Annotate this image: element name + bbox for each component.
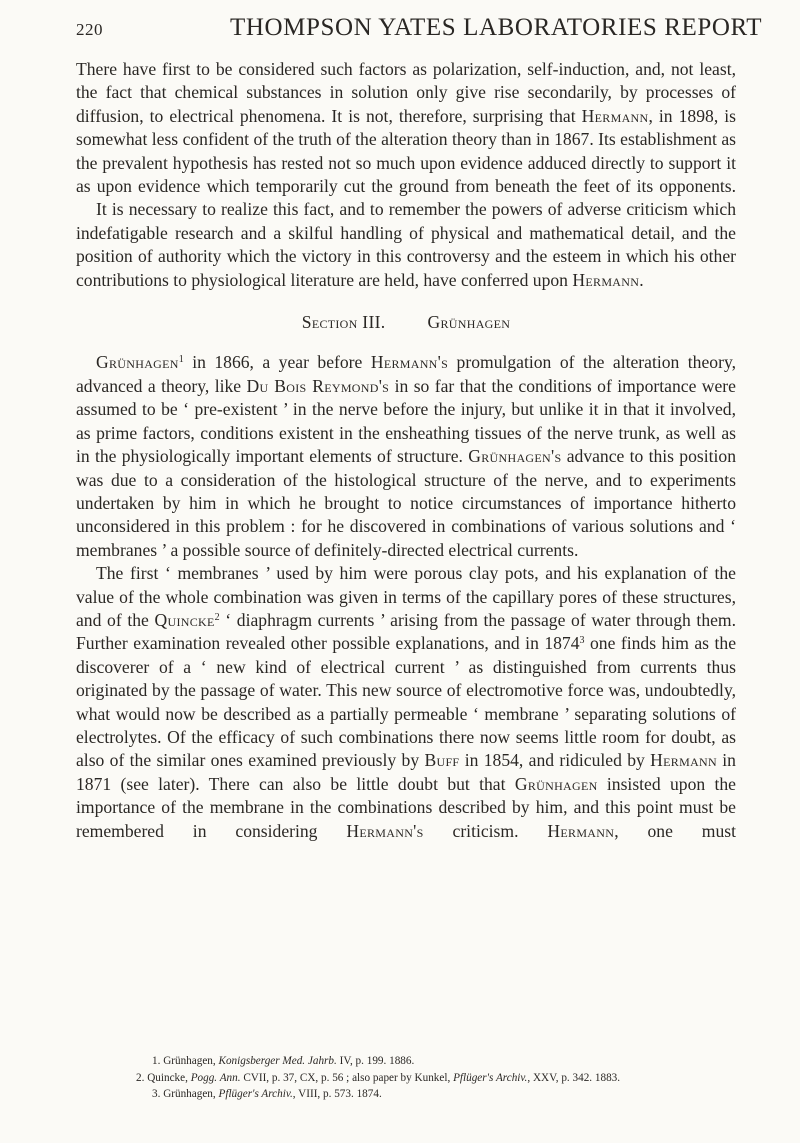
paragraph-3 xyxy=(76,351,736,562)
author-name: Hermann xyxy=(572,269,640,290)
page-number: 220 xyxy=(76,20,103,39)
footnote-text: IV, p. 199. 1886. xyxy=(336,1055,415,1067)
text-run: in so far that the conditions of importance were assumed to be ‘ pre-existent ’ in the nerve before the injury, but unlike it in that it involved, as prime factors, conditions existent in the ensheathing tissues of the nerve trunk, as well as in the physiologically important elements of structure. xyxy=(76,375,736,467)
footnote-3 xyxy=(136,1086,736,1103)
text-run: The first ‘ membranes ’ used by him were porous clay pots, and his explanation of the value of the whole combination was given in terms of the capillary pores of these structures, and of the xyxy=(76,563,736,630)
author-name: Hermann xyxy=(581,105,649,126)
paragraph-2 xyxy=(76,198,736,292)
author-name: Hermann xyxy=(547,820,615,841)
text-run: It is necessary to realize this fact, and to remember the powers of adverse criticism which indefatigable research and a skilful handling of physical and mathematical detail, and the position of authority which the victory in this controversy and the esteem in which his other contributions to physiological literature are held, have conferred upon xyxy=(76,199,736,290)
text-run: , in 1898, is somewhat less confident of the truth of the alteration theory than in 1867. Its establishment as the prevalent hypothesis has rested not so much upon evidence adduced directly to support it as upon evidence which temporarily cut the ground from beneath the feet of its opponents. xyxy=(76,105,736,197)
footnote-text: CVII, p. 37, CX, p. 56 ; also paper by Kunkel, xyxy=(240,1071,454,1084)
footnotes xyxy=(136,1053,736,1103)
author-name: Hermann's xyxy=(346,820,424,841)
author-name: Buff xyxy=(424,750,460,771)
author-name: Du Bois Reymond's xyxy=(246,375,390,396)
footnote-author: Grünhagen, xyxy=(163,1055,216,1067)
text-run: in 1866, a year before xyxy=(183,352,371,373)
footnote-journal: Pflüger's Archiv. xyxy=(218,1088,293,1100)
footnote-number: 1. xyxy=(152,1055,161,1067)
body-text xyxy=(76,58,736,843)
author-name: Grünhagen's xyxy=(468,446,562,467)
footnote-journal: Pogg. Ann. xyxy=(190,1071,241,1084)
running-head xyxy=(76,14,763,50)
footnote-text: , XXV, p. 342. 1883. xyxy=(527,1071,621,1084)
text-run: There have first to be considered such factors as polarization, self-induction, and, not least, the fact that chemical substances in solution only give rise secondarily, by processes of diffusion, to electrical phenomena. It is not, therefore, surprising that xyxy=(76,59,736,126)
footnote-ref: 3 xyxy=(579,635,585,647)
footnote-author: Quincke, xyxy=(147,1071,188,1084)
text-run: advance to this position was due to a consideration of the histological structure of the nerve, and to experiments undertaken by him in which he brought to notice circumstances of importance hitherto unconsidered in this problem : for he discovered in combinations of various solutions and ‘ membranes ’ a possible source of definitely-directed electrical currents. xyxy=(76,446,737,560)
footnote-author: Grünhagen, xyxy=(163,1088,216,1100)
section-name: Grünhagen xyxy=(427,312,511,333)
author-name: Grünhagen xyxy=(514,773,598,794)
footnote-1 xyxy=(136,1053,736,1070)
text-run: in 1871 (see later). There can also be little doubt but that xyxy=(76,750,736,794)
author-name: Quincke xyxy=(154,609,215,630)
paragraph-1 xyxy=(76,58,736,198)
text-run: one finds him as the discoverer of a ‘ new kind of electrical current ’ as distinguished from currents thus originated by the passage of water. This new source of electromotive force was, undoubtedly, what would now be described as a partially permeable ‘ membrane ’ separating solutions of electrolytes. Of the efficacy of such combinations there now seems little room for doubt, as also of the similar ones examined previously by xyxy=(76,633,736,771)
text-run: ‘ diaphragm currents ’ arising from the passage of water through them. Further examination revealed other possible explanations, and in 1874 xyxy=(76,609,737,654)
text-run: criticism. xyxy=(423,820,548,841)
text-run: in 1854, and ridiculed by xyxy=(459,750,651,771)
footnote-journal: Konigsberger Med. Jahrb. xyxy=(218,1055,337,1067)
section-label: Section III. xyxy=(301,312,386,333)
text-run: promulgation of the alteration theory, advanced a theory, like xyxy=(76,352,736,396)
footnote-number: 2. xyxy=(136,1071,145,1084)
text-run: insisted upon the importance of the membrane in the combinations described by him, and this point must be remembered in considering xyxy=(76,773,736,841)
section-heading xyxy=(76,311,736,334)
author-name: Hermann xyxy=(650,750,717,771)
text-run: . xyxy=(639,269,644,290)
footnote-journal: Pflüger's Archiv. xyxy=(453,1071,528,1084)
footnote-text: , VIII, p. 573. 1874. xyxy=(292,1088,382,1100)
author-name: Grünhagen xyxy=(96,352,179,373)
text-run: , one must xyxy=(614,820,736,841)
author-name: Hermann's xyxy=(370,352,449,373)
footnote-ref: 1 xyxy=(178,354,184,366)
running-title: THOMPSON YATES LABORATORIES REPORT xyxy=(230,14,763,41)
footnote-2 xyxy=(136,1070,736,1087)
paragraph-4 xyxy=(76,562,736,843)
footnote-number: 3. xyxy=(152,1088,161,1100)
footnote-ref: 2 xyxy=(214,611,220,623)
